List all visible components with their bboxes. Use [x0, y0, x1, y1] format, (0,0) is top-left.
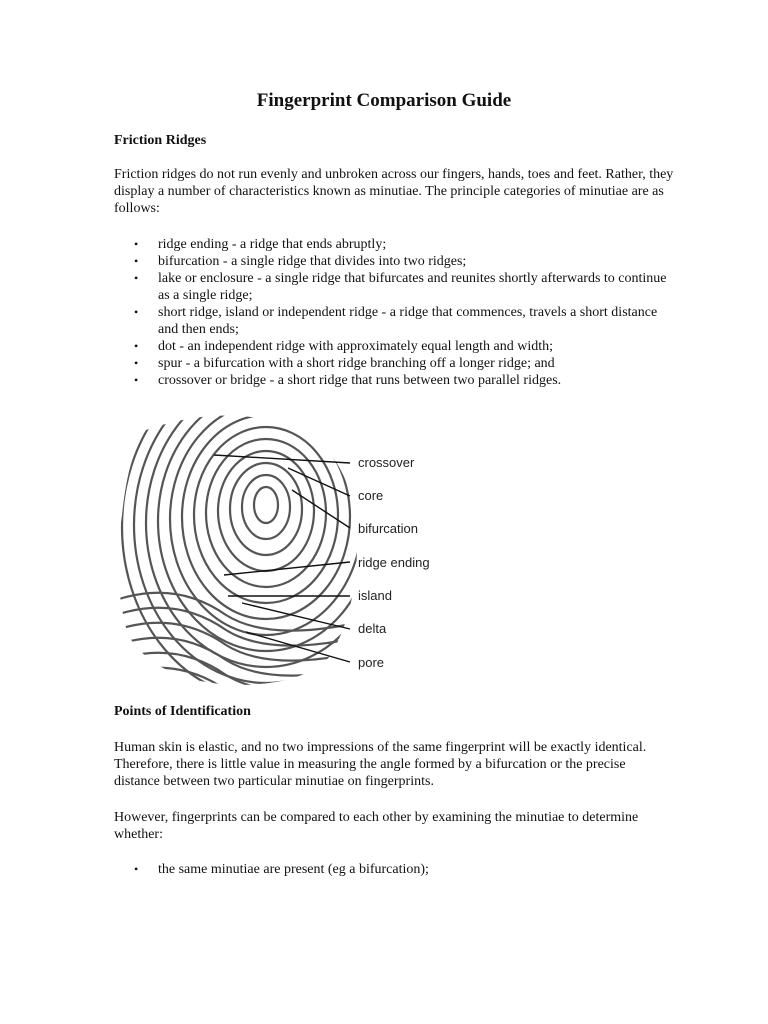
label-ridge-ending: ridge ending — [358, 555, 430, 570]
fingerprint-figure — [116, 410, 456, 690]
minutiae-list — [114, 236, 674, 389]
list-item: • bifurcation - a single ridge that divides into two ridges; — [114, 253, 674, 270]
section-heading-points-of-identification: Points of Identification — [114, 704, 251, 719]
callout-labels — [358, 455, 430, 670]
points-paragraph-1: Human skin is elastic, and no two impressions of the same fingerprint will be exactly identical. Therefore, there is little value in measuring the angle formed by a bifurcation or the precise distance between two particular minutiae on fingerprints. — [114, 740, 647, 789]
fingerprint-diagram — [116, 410, 456, 690]
list-item: • spur - a bifurcation with a short ridge branching off a longer ridge; and — [114, 355, 674, 372]
points-paragraph-2: However, fingerprints can be compared to each other by examining the minutiae to determine whether: — [114, 810, 639, 842]
label-bifurcation: bifurcation — [358, 521, 418, 536]
section-heading-friction-ridges: Friction Ridges — [114, 133, 207, 148]
list-item: • lake or enclosure - a single ridge that bifurcates and reunites shortly afterwards to continue as a single ridge; — [114, 270, 674, 304]
page-title: Fingerprint Comparison Guide — [256, 90, 512, 111]
comparison-criteria-list — [114, 861, 674, 878]
friction-ridges-intro: Friction ridges do not run evenly and unbroken across our fingers, hands, toes and feet. Rather, they display a number of characteristics known as minutiae. The principle categories of minutiae are as follows: — [114, 167, 674, 216]
label-core: core — [358, 488, 384, 503]
list-item: • dot - an independent ridge with approximately equal length and width; — [114, 338, 674, 355]
fingerprint-image — [116, 410, 410, 690]
list-item: • ridge ending - a ridge that ends abruptly; — [114, 236, 674, 253]
label-delta: delta — [358, 621, 387, 636]
label-island: island — [358, 588, 392, 603]
list-item: • crossover or bridge - a short ridge that runs between two parallel ridges. — [114, 372, 674, 389]
label-crossover: crossover — [358, 455, 415, 470]
label-pore: pore — [358, 655, 385, 670]
list-item: • the same minutiae are present (eg a bifurcation); — [114, 861, 674, 878]
list-item: • short ridge, island or independent ridge - a ridge that commences, travels a short distance and then ends; — [114, 304, 674, 338]
